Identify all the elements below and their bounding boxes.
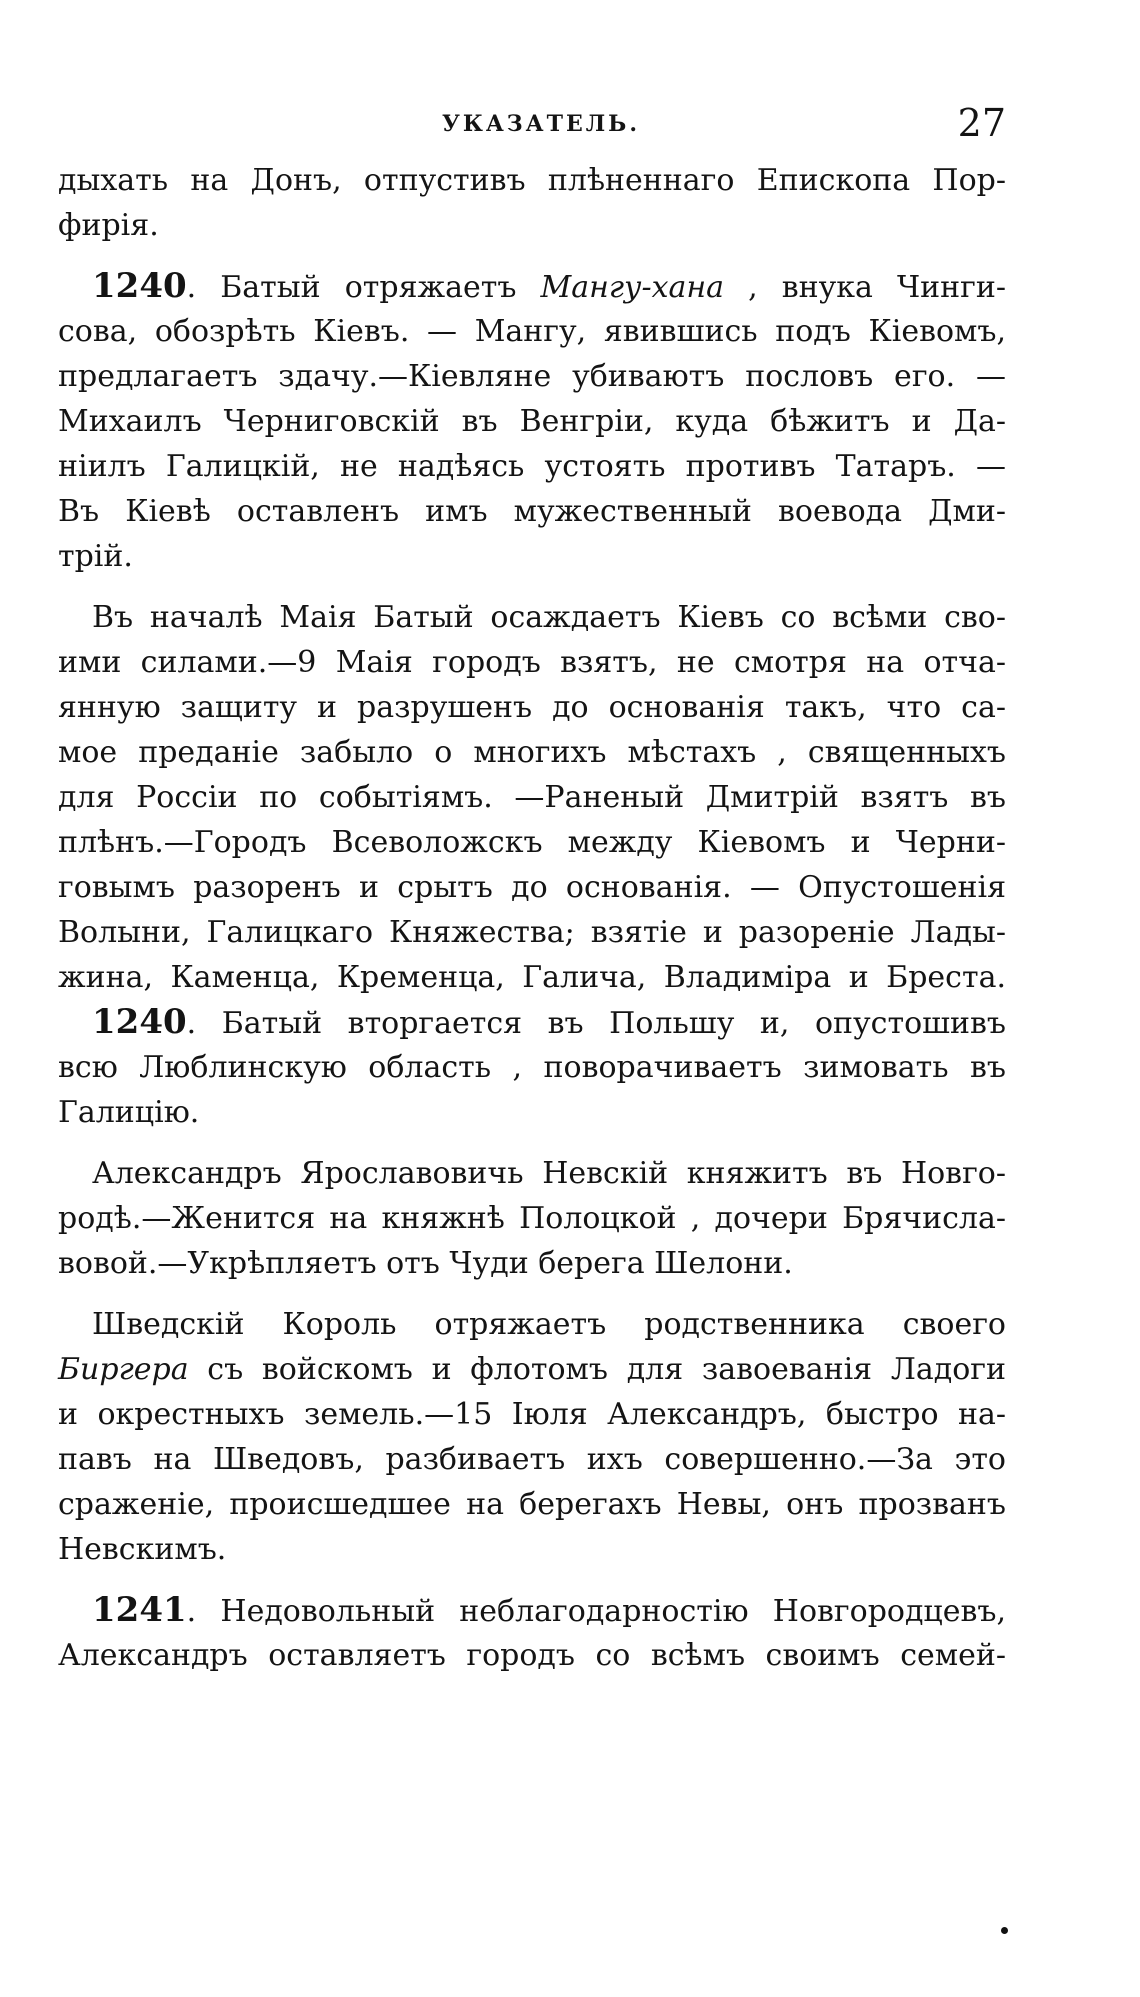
line-text: Александръ оставляетъ городъ со всѣмъ своимъ семей- bbox=[58, 1638, 1006, 1673]
line-text: Шведскій Король отряжаетъ родственника своего bbox=[92, 1307, 1006, 1342]
line-text: для Россіи по событіямъ. —Раненый Дмитрій взятъ въ bbox=[58, 780, 1006, 815]
text-line bbox=[58, 1588, 1006, 1633]
text-line bbox=[58, 595, 1006, 640]
text-line bbox=[58, 865, 1006, 910]
paragraph-gap bbox=[58, 1135, 1006, 1151]
text-line bbox=[58, 955, 1006, 1000]
text-line bbox=[58, 399, 1006, 444]
text-line bbox=[58, 1482, 1006, 1527]
text-line bbox=[58, 264, 1006, 309]
italic-name: Мангу-хана bbox=[540, 270, 725, 305]
text-line bbox=[58, 775, 1006, 820]
line-text: сова, обозрѣть Кіевъ. — Мангу, явившись подъ Кіевомъ, bbox=[58, 314, 1006, 349]
line-text: Въ началѣ Маія Батый осаждаетъ Кіевъ со всѣми сво- bbox=[92, 600, 1006, 635]
text-line bbox=[58, 1302, 1006, 1347]
text-line bbox=[58, 1347, 1006, 1392]
text-line bbox=[58, 1392, 1006, 1437]
text-line bbox=[58, 309, 1006, 354]
text-line bbox=[58, 640, 1006, 685]
line-text: предлагаетъ здачу.—Кіевляне убиваютъ пословъ его. — bbox=[58, 359, 1006, 394]
line-text: Галицію. bbox=[58, 1095, 200, 1130]
index-text-body bbox=[58, 158, 1006, 1678]
line-text: вовой.—Укрѣпляетъ отъ Чуди берега Шелони. bbox=[58, 1246, 793, 1281]
line-text: Въ Кіевѣ оставленъ имъ мужественный воевода Дми- bbox=[58, 494, 1006, 529]
line-text: всю Люблинскую область , поворачиваетъ зимовать въ bbox=[58, 1050, 1006, 1085]
text-line bbox=[58, 444, 1006, 489]
text-line bbox=[58, 203, 1006, 248]
line-text: . Батый отряжаетъ bbox=[186, 270, 541, 305]
line-text: мое преданіе забыло о многихъ мѣстахъ , священныхъ bbox=[58, 735, 1006, 770]
line-text: дыхать на Донъ, отпустивъ плѣненнаго Епископа Пор- bbox=[58, 163, 1006, 198]
ink-dot-mark bbox=[1001, 1927, 1008, 1934]
text-line bbox=[58, 1045, 1006, 1090]
text-line bbox=[58, 910, 1006, 955]
line-text: ими силами.—9 Маія городъ взятъ, не смотря на отча- bbox=[58, 645, 1006, 680]
line-text: съ войскомъ и флотомъ для завоеванія Ладоги bbox=[188, 1352, 1006, 1387]
text-line bbox=[58, 354, 1006, 399]
text-line bbox=[58, 1000, 1006, 1045]
line-text: павъ на Шведовъ, разбиваетъ ихъ совершенно.—За это bbox=[58, 1442, 1006, 1477]
text-line bbox=[58, 1151, 1006, 1196]
text-line bbox=[58, 158, 1006, 203]
line-text: . Недовольный неблагодарностію Новгородцевъ, bbox=[186, 1594, 1006, 1629]
text-line bbox=[58, 685, 1006, 730]
line-text: янную защиту и разрушенъ до основанія такъ, что са- bbox=[58, 690, 1006, 725]
running-head: УКАЗАТЕЛЬ. bbox=[442, 111, 640, 137]
year-marker: 1240 bbox=[92, 266, 187, 306]
line-text: и окрестныхъ земель.—15 Іюля Александръ, быстро на- bbox=[58, 1397, 1006, 1432]
text-line bbox=[58, 1196, 1006, 1241]
line-text: Михаилъ Черниговскій въ Венгріи, куда бѣжитъ и Да- bbox=[58, 404, 1006, 439]
line-text: . Батый вторгается въ Польшу и, опустошивъ bbox=[186, 1006, 1006, 1041]
line-text: Александръ Ярославовичь Невскій княжитъ въ Новго- bbox=[92, 1156, 1006, 1191]
italic-name: Биргера bbox=[58, 1352, 189, 1387]
paragraph-gap bbox=[58, 579, 1006, 595]
year-marker: 1241 bbox=[92, 1590, 187, 1630]
page-header bbox=[58, 101, 1006, 151]
text-line bbox=[58, 534, 1006, 579]
paragraph-gap bbox=[58, 1286, 1006, 1302]
line-text: Невскимъ. bbox=[58, 1532, 227, 1567]
line-text: говымъ разоренъ и срытъ до основанія. — Опустошенія bbox=[58, 870, 1006, 905]
line-text: сраженіе, происшедшее на берегахъ Невы, онъ прозванъ bbox=[58, 1487, 1006, 1522]
page-number: 27 bbox=[957, 101, 1006, 145]
text-line bbox=[58, 1241, 1006, 1286]
line-text: жина, Каменца, Кременца, Галича, Владиміра и Бреста. bbox=[58, 960, 1006, 995]
line-text: трій. bbox=[58, 539, 133, 574]
text-line bbox=[58, 489, 1006, 534]
line-text: Волыни, Галицкаго Княжества; взятіе и разореніе Лады- bbox=[58, 915, 1006, 950]
year-marker: 1240 bbox=[92, 1002, 187, 1042]
text-line bbox=[58, 1633, 1006, 1678]
text-line bbox=[58, 1090, 1006, 1135]
text-line bbox=[58, 1437, 1006, 1482]
line-text: плѣнъ.—Городъ Всеволожскъ между Кіевомъ и Черни- bbox=[58, 825, 1006, 860]
line-text: родѣ.—Женится на княжнѣ Полоцкой , дочери Брячисла- bbox=[58, 1201, 1006, 1236]
line-text: фирія. bbox=[58, 208, 159, 243]
text-line bbox=[58, 730, 1006, 775]
text-line bbox=[58, 1527, 1006, 1572]
line-text: ніилъ Галицкій, не надѣясь устоять противъ Татаръ. — bbox=[58, 449, 1006, 484]
paragraph-gap bbox=[58, 1572, 1006, 1588]
paragraph-gap bbox=[58, 248, 1006, 264]
line-text: , внука Чинги- bbox=[724, 270, 1006, 305]
text-line bbox=[58, 820, 1006, 865]
